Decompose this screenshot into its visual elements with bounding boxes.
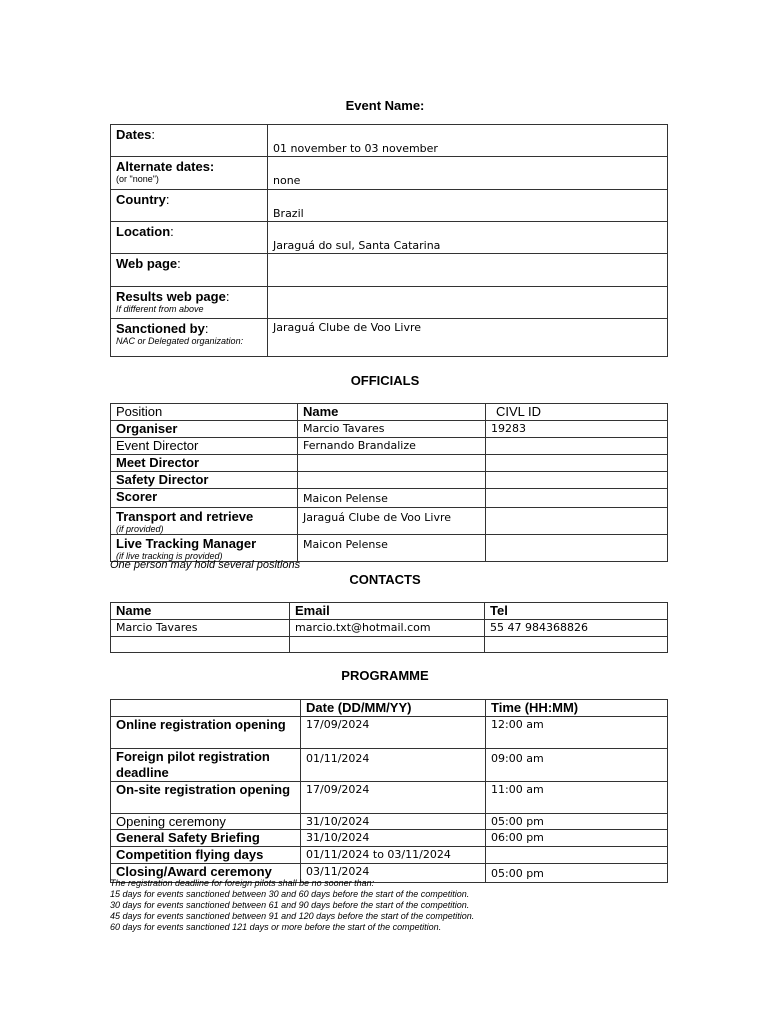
official-name-cell xyxy=(298,455,486,472)
programme-item-cell: Closing/Award ceremony xyxy=(111,864,301,883)
programme-date-cell: 01/11/2024 to 03/11/2024 xyxy=(301,847,486,864)
programme-row xyxy=(111,717,668,749)
row-results-web-page: Results web page: If different from above xyxy=(111,287,668,319)
civl-id-cell xyxy=(486,489,668,508)
sanctioned-value: Jaraguá Clube de Voo Livre xyxy=(268,319,668,357)
results-value xyxy=(268,287,668,319)
results-label: Results web page xyxy=(116,289,226,304)
row-dates: Dates: 01 november to 03 november xyxy=(111,125,668,157)
programme-row xyxy=(111,782,668,814)
officials-row xyxy=(111,508,668,535)
sanctioned-label: Sanctioned by xyxy=(116,321,205,336)
officials-row xyxy=(111,438,668,455)
officials-table xyxy=(110,403,668,562)
position-cell: Transport and retrieve xyxy=(116,509,254,524)
programme-time-cell: 09:00 am xyxy=(486,749,668,782)
contacts-header-name: Name xyxy=(111,603,290,620)
contact-email-cell: marcio.txt@hotmail.com xyxy=(290,620,485,637)
programme-time-cell: 05:00 pm xyxy=(486,864,668,883)
row-web-page: Web page: xyxy=(111,254,668,287)
contacts-row xyxy=(111,620,668,637)
programme-note: 45 days for events sanctioned between 91 and 120 days before the start of the competition. xyxy=(110,911,475,921)
programme-date-cell: 31/10/2024 xyxy=(301,814,486,830)
programme-row xyxy=(111,830,668,847)
position-cell: Meet Director xyxy=(111,455,298,472)
officials-title: OFFICIALS xyxy=(350,373,420,388)
official-name-cell: Maicon Pelense xyxy=(298,535,486,562)
officials-row xyxy=(111,421,668,438)
programme-header-item xyxy=(111,700,301,717)
programme-item-cell: Opening ceremony xyxy=(111,814,301,830)
officials-row xyxy=(111,535,668,562)
webpage-label: Web page xyxy=(116,256,178,271)
programme-date-cell: 17/09/2024 xyxy=(301,717,486,749)
location-value: Jaraguá do sul, Santa Catarina xyxy=(268,222,668,254)
position-cell: Live Tracking Manager xyxy=(116,536,257,551)
officials-header-row xyxy=(111,404,668,421)
official-name-cell: Marcio Tavares xyxy=(298,421,486,438)
programme-note: 30 days for events sanctioned between 61 and 90 days before the start of the competition. xyxy=(110,900,470,910)
programme-row xyxy=(111,814,668,830)
alt-dates-sub: (or "none") xyxy=(116,174,159,184)
location-label: Location xyxy=(116,224,171,239)
programme-date-cell: 17/09/2024 xyxy=(301,782,486,814)
country-label: Country xyxy=(116,192,166,207)
programme-title: PROGRAMME xyxy=(341,668,429,683)
official-name-cell: Fernando Brandalize xyxy=(298,438,486,455)
position-sub: (if provided) xyxy=(116,524,164,534)
programme-note: 15 days for events sanctioned between 30 and 60 days before the start of the competition. xyxy=(110,889,470,899)
civl-id-cell xyxy=(486,535,668,562)
event-name-title: Event Name: xyxy=(345,98,425,113)
programme-table xyxy=(110,699,668,883)
contacts-title: CONTACTS xyxy=(349,572,421,587)
civl-id-cell xyxy=(486,472,668,489)
programme-item-cell: General Safety Briefing xyxy=(111,830,301,847)
programme-time-cell: 11:00 am xyxy=(486,782,668,814)
row-alternate-dates xyxy=(111,157,668,190)
programme-note: The registration deadline for foreign pilots shall be no sooner than: xyxy=(110,878,375,888)
contacts-header-tel: Tel xyxy=(485,603,668,620)
row-country: Country: Brazil xyxy=(111,190,668,222)
position-cell: Scorer xyxy=(111,489,298,508)
programme-time-cell: 06:00 pm xyxy=(486,830,668,847)
contacts-header-email: Email xyxy=(290,603,485,620)
official-name-cell: Jaraguá Clube de Voo Livre xyxy=(298,508,486,535)
dates-value: 01 november to 03 november xyxy=(268,125,668,157)
dates-label: Dates xyxy=(116,127,152,142)
contacts-row xyxy=(111,637,668,653)
officials-row xyxy=(111,455,668,472)
row-location: Location: Jaraguá do sul, Santa Catarina xyxy=(111,222,668,254)
officials-header-civl: CIVL ID xyxy=(486,404,668,421)
contact-name-cell xyxy=(111,637,290,653)
programme-header-row xyxy=(111,700,668,717)
programme-date-cell: 03/11/2024 xyxy=(301,864,486,883)
position-cell: Organiser xyxy=(111,421,298,438)
programme-item-cell: Competition flying days xyxy=(111,847,301,864)
programme-time-cell xyxy=(486,847,668,864)
programme-row xyxy=(111,847,668,864)
programme-header-time: Time (HH:MM) xyxy=(486,700,668,717)
officials-row xyxy=(111,489,668,508)
contact-email-cell xyxy=(290,637,485,653)
officials-note: One person may hold several positions xyxy=(110,559,301,571)
programme-time-cell: 05:00 pm xyxy=(486,814,668,830)
civl-id-cell xyxy=(486,438,668,455)
programme-row xyxy=(111,749,668,782)
civl-id-cell xyxy=(486,508,668,535)
programme-time-cell: 12:00 am xyxy=(486,717,668,749)
civl-id-cell: 19283 xyxy=(486,421,668,438)
row-sanctioned-by: Sanctioned by: NAC or Delegated organization: Jaraguá Clube de Voo Livre xyxy=(111,319,668,357)
programme-item-cell: Foreign pilot registration deadline xyxy=(111,749,301,782)
programme-notes xyxy=(110,878,474,933)
civl-id-cell xyxy=(486,455,668,472)
position-sub: (if live tracking is provided) xyxy=(116,551,223,561)
programme-header-date: Date (DD/MM/YY) xyxy=(301,700,486,717)
official-name-cell: Maicon Pelense xyxy=(298,489,486,508)
programme-date-cell: 01/11/2024 xyxy=(301,749,486,782)
officials-row xyxy=(111,472,668,489)
contact-tel-cell xyxy=(485,637,668,653)
alt-dates-label: Alternate dates: xyxy=(116,159,215,174)
alt-dates-value: none xyxy=(268,157,668,190)
event-details-table xyxy=(110,124,668,357)
contact-tel-cell: 55 47 984368826 xyxy=(485,620,668,637)
contacts-header-row xyxy=(111,603,668,620)
position-cell: Event Director xyxy=(111,438,298,455)
official-name-cell xyxy=(298,472,486,489)
contact-name-cell: Marcio Tavares xyxy=(111,620,290,637)
position-cell: Safety Director xyxy=(111,472,298,489)
contacts-table xyxy=(110,602,668,653)
country-value: Brazil xyxy=(268,190,668,222)
webpage-value xyxy=(268,254,668,287)
programme-note: 60 days for events sanctioned 121 days or more before the start of the competition. xyxy=(110,922,442,932)
programme-item-cell: Online registration opening xyxy=(111,717,301,749)
sanctioned-sub: NAC or Delegated organization: xyxy=(116,336,244,346)
officials-header-position: Position xyxy=(111,404,298,421)
programme-date-cell: 31/10/2024 xyxy=(301,830,486,847)
results-sub: If different from above xyxy=(116,304,204,314)
programme-item-cell: On-site registration opening xyxy=(111,782,301,814)
officials-header-name: Name xyxy=(298,404,486,421)
